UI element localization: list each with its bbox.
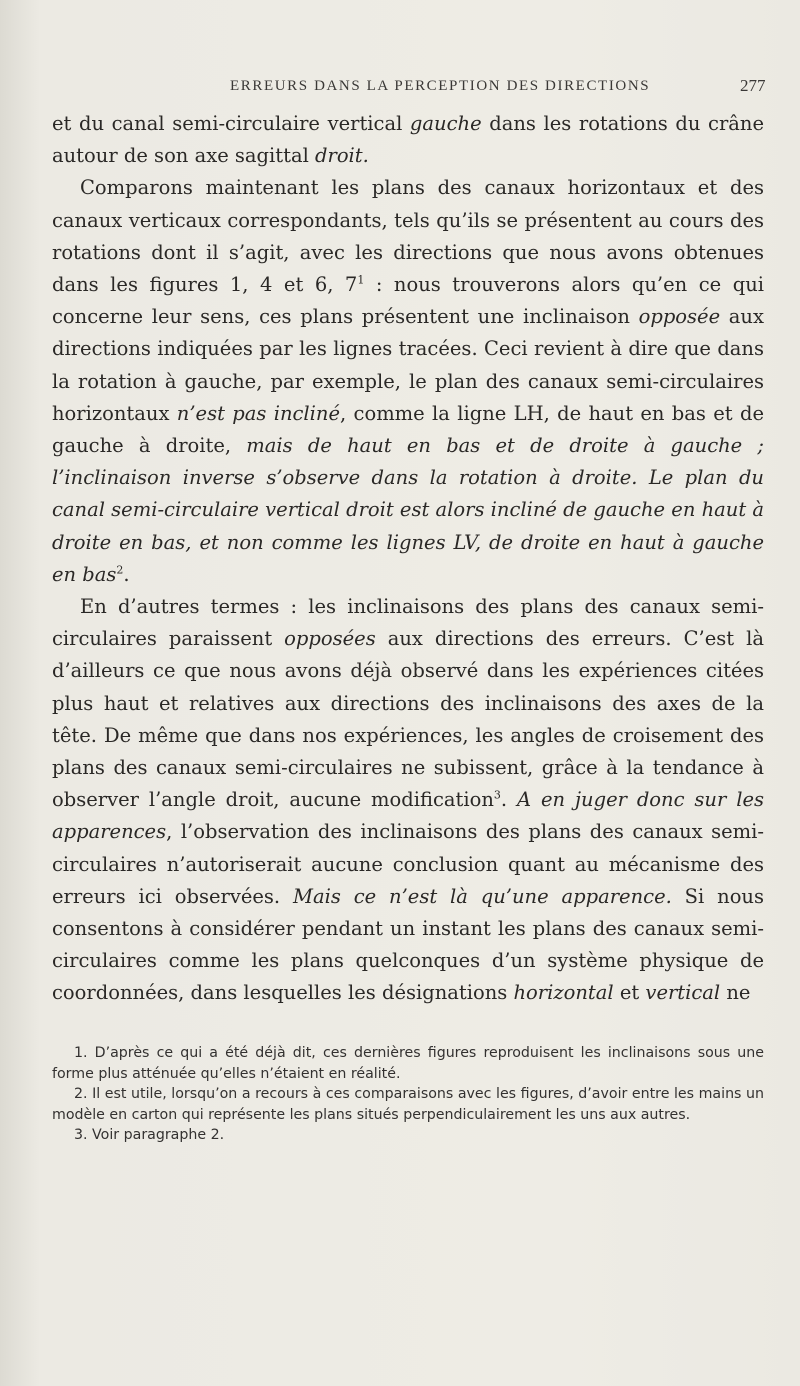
text-run: Si nous consentons à considérer pendant un instant les plans des canaux semi-circulaires comme les plans quelconques d’un système physique de coordonnées, dans lesquelles les désignations: [52, 884, 764, 1005]
footnote-ref-2: 2: [116, 563, 124, 577]
text-run: Comparons maintenant les plans des canaux horizontaux et des canaux verticaux correspondants, tels qu’ils se présentent au cours des rotations dont il s’agit, avec les directions que nous avons obtenues dans les figures 1, 4 et 6, 7: [52, 176, 764, 297]
body-text: [52, 108, 764, 1010]
footnote-2: 2. Il est utile, lorsqu’on a recours à ces comparaisons avec les figures, d’avoir entre les mains un modèle en carton qui représente les plans situés perpendiculairement les uns aux autres.: [52, 1086, 764, 1123]
emphasis-droit: droit.: [315, 144, 369, 168]
emphasis-passage: mais de haut en bas et de droite à gauche ; l’inclinaison inverse s’observe dans la rotation à droite. Le plan du canal semi-circulaire vertical droit est alors incliné de gauche en haut à droite en bas, et non comme les lignes LV, de droite en haut à gauche en bas: [52, 434, 764, 586]
emphasis-nest-pas-incline: n’est pas incliné: [176, 401, 340, 425]
page-number: 277: [740, 76, 766, 95]
text-run: : nous trouverons alors qu’en ce qui concerne leur sens, ces plans présentent une inclinaison: [52, 273, 764, 329]
text-run: .: [123, 562, 130, 586]
emphasis-apparences: A en juger donc sur les apparences: [52, 788, 764, 844]
emphasis-gauche: gauche: [409, 112, 482, 135]
text-run: aux directions des erreurs. C’est là d’ailleurs ce que nous avons déjà observé dans les expériences citées plus haut et relatives aux directions des inclinaisons des axes de la tête. De même que dans nos expériences, les angles de croisement des plans des canaux semi-circulaires ne subissent, grâce à la tendance à observer l’angle droit, aucune modification: [52, 627, 764, 812]
footnote-3: 3. Voir paragraphe 2.: [74, 1127, 225, 1143]
text-run: aux directions indiquées par les lignes tracées. Ceci revient à dire que dans la rotation à gauche, par exemple, le plan des canaux semi-circulaires horizontaux: [52, 305, 764, 425]
footnotes: [52, 1043, 764, 1146]
paragraph-3: [52, 591, 764, 1010]
running-header: [0, 78, 800, 100]
text-run: et: [613, 981, 646, 1005]
running-title: ERREURS DANS LA PERCEPTION DES DIRECTIONS: [230, 78, 651, 94]
emphasis-opposees: opposées: [284, 627, 376, 651]
paragraph-1: [52, 108, 764, 172]
text-run: et du canal semi-circulaire vertical: [52, 112, 410, 135]
text-run: dans les rotations du crâne autour de son axe sagittal: [52, 112, 764, 168]
text-run: .: [500, 788, 517, 812]
paragraph-2: [52, 172, 764, 591]
text-run: , comme la ligne LH, de haut en bas et de gauche à droite,: [52, 401, 764, 458]
footnote-ref-3: 3: [493, 788, 501, 802]
text-run: En d’autres termes : les inclinaisons des plans des canaux semi-circulaires paraissent: [52, 595, 764, 651]
text-run: ne: [720, 981, 751, 1005]
footnote-ref-1: 1: [357, 273, 365, 287]
footnote-1: 1. D’après ce qui a été déjà dit, ces dernières figures reproduisent les inclinaisons sous une forme plus atténuée qu’elles n’étaient en réalité.: [52, 1045, 764, 1082]
emphasis-vertical: vertical: [645, 981, 721, 1005]
text-run: , l’observation des inclinaisons des plans des canaux semi-circulaires n’autoriserait aucune conclusion quant au mécanisme des erreurs ici observées.: [52, 820, 764, 908]
emphasis-apparence: Mais ce n’est là qu’une apparence.: [293, 884, 672, 908]
emphasis-horizontal: horizontal: [513, 981, 614, 1005]
emphasis-opposee: opposée: [638, 305, 721, 329]
